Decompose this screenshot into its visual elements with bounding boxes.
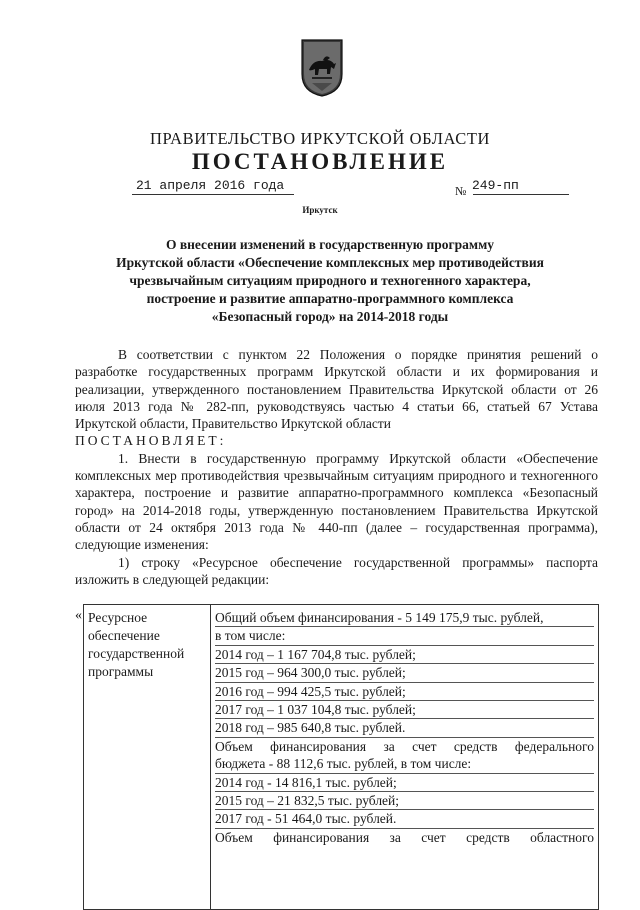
- document-number: 249-пп: [472, 178, 519, 193]
- value-line: Объем финансирования за счет средств федерального: [215, 738, 594, 754]
- value-line: 2015 год – 964 300,0 тыс. рублей;: [215, 664, 594, 682]
- resource-table: [83, 604, 599, 910]
- value-line: 2014 год - 14 816,1 тыс. рублей;: [215, 774, 594, 792]
- document-heading: [80, 236, 580, 326]
- heading-line: «Безопасный город» на 2014-2018 годы: [211, 309, 449, 324]
- value-line: Общий объем финансирования - 5 149 175,9 тыс. рублей,: [215, 609, 594, 627]
- document-type: ПОСТАНОВЛЕНИЕ: [191, 149, 449, 174]
- label-line: Ресурсное: [88, 610, 148, 625]
- item-1-paragraph: 1. Внести в государственную программу Иркутской области «Обеспечение комплексных мер противодействия чрезвычайным ситуациям природного и техногенного характера, построение и развитие аппаратно-программного комплекса «Безопасный город» на 2014-2018 годы, утвержденную постановлением Правительства Иркутской области от 24 октября 2013 года № 440-пп (далее – государственная программа), следующие изменения:: [75, 450, 598, 553]
- document-body: [75, 346, 598, 588]
- table-value-cell: [211, 605, 599, 910]
- label-line: обеспечение: [88, 628, 160, 643]
- date-underline: [132, 194, 294, 195]
- city-name: Иркутск: [302, 205, 338, 215]
- value-line: 2017 год – 1 037 104,8 тыс. рублей;: [215, 701, 594, 719]
- heading-line: Иркутской области «Обеспечение комплексных мер противодействия: [116, 255, 544, 270]
- heading-line: чрезвычайным ситуациям природного и техногенного характера,: [129, 273, 531, 288]
- value-line: 2015 год – 21 832,5 тыс. рублей;: [215, 792, 594, 810]
- label-line: государственной: [88, 646, 185, 661]
- table-label-cell: [84, 605, 211, 910]
- coat-of-arms-icon: [300, 36, 344, 98]
- value-line: бюджета - 88 112,6 тыс. рублей, в том числе:: [215, 755, 594, 773]
- document-date: 21 апреля 2016 года: [136, 178, 285, 193]
- value-line: в том числе:: [215, 627, 594, 645]
- table-row: [84, 605, 599, 910]
- value-line: 2018 год – 985 640,8 тыс. рублей.: [215, 719, 594, 737]
- label-line: программы: [88, 664, 154, 679]
- number-sign: №: [455, 184, 467, 198]
- value-line: 2016 год – 994 425,5 тыс. рублей;: [215, 683, 594, 701]
- opening-quote: «: [75, 608, 82, 623]
- value-line: 2017 год - 51 464,0 тыс. рублей.: [215, 810, 594, 828]
- government-name: ПРАВИТЕЛЬСТВО ИРКУТСКОЙ ОБЛАСТИ: [149, 129, 491, 148]
- heading-line: построение и развитие аппаратно-программного комплекса: [146, 291, 514, 306]
- item-1-1-paragraph: 1) строку «Ресурсное обеспечение государственной программы» паспорта изложить в следующей редакции:: [75, 554, 598, 587]
- preamble-paragraph: В соответствии с пунктом 22 Положения о порядке принятия решений о разработке государственных программ Иркутской области и их формирования и реализации, утвержденного постановлением Правительства Иркутской области от 26 июля 2013 года № 282-пп, руководствуясь частью 4 статьи 66, статьей 67 Устава Иркутской области, Правительство Иркутской области: [75, 347, 598, 432]
- value-line: Объем финансирования за счет средств областного: [215, 829, 594, 845]
- resolves-word: ПОСТАНОВЛЯЕТ:: [75, 433, 227, 449]
- value-line: 2014 год – 1 167 704,8 тыс. рублей;: [215, 646, 594, 664]
- number-underline: [473, 194, 569, 195]
- heading-line: О внесении изменений в государственную программу: [165, 237, 495, 252]
